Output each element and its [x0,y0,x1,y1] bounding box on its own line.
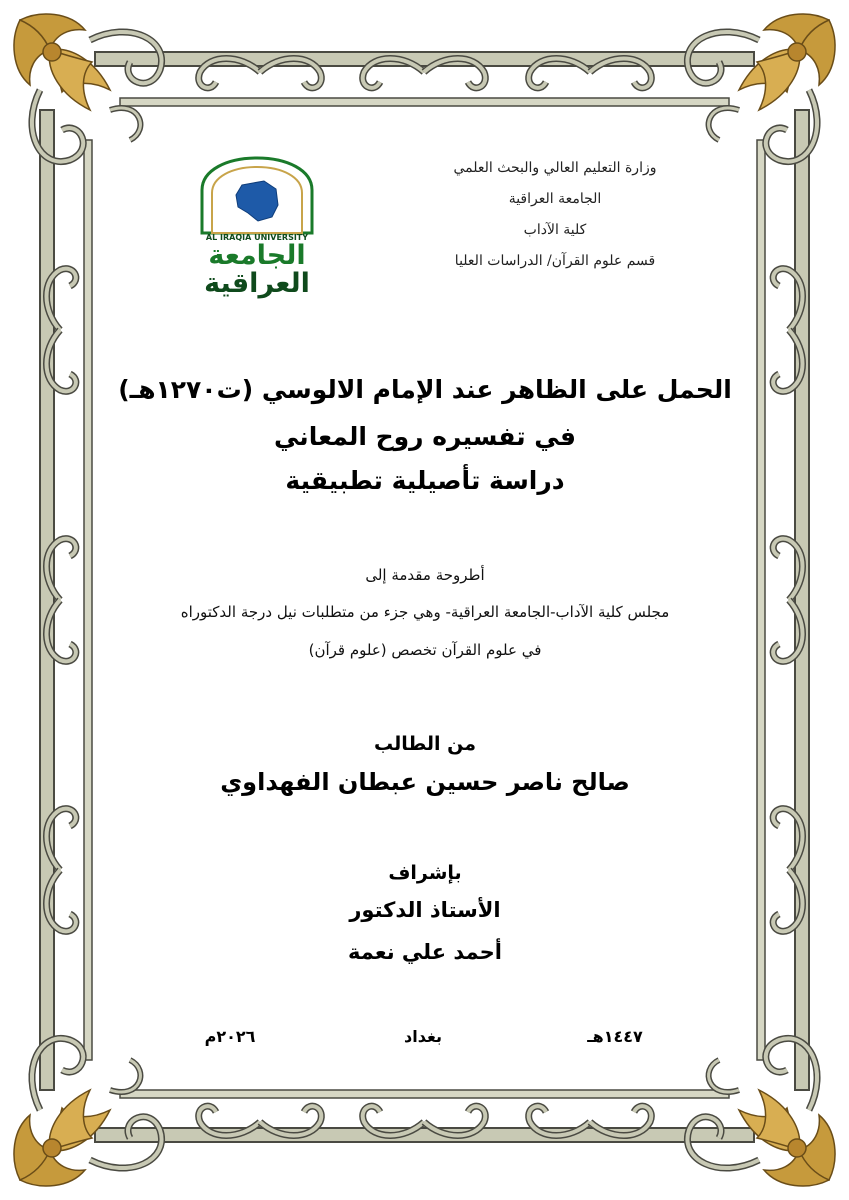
supervisor-name: أحمد علي نعمة [348,940,502,964]
logo-latin-text: AL IRAQIA UNIVERSITY [205,233,309,242]
submission-line3: في علوم القرآن تخصص (علوم قرآن) [308,641,542,659]
footer-gregorian-year: ٢٠٢٦م [204,1027,256,1046]
footer-city: بغداد [404,1027,442,1046]
submission-line2: مجلس كلية الآداب-الجامعة العراقية- وهي جزء من متطلبات نيل درجة الدكتوراه [180,603,670,621]
university-line: الجامعة العراقية [508,191,602,207]
logo-emblem [192,155,322,235]
department-line: قسم علوم القرآن/ الدراسات العليا [454,253,656,269]
logo-arabic-line1: الجامعة [208,240,306,271]
footer-hijri-year: ١٤٤٧هـ [587,1027,643,1046]
thesis-title-line3: دراسة تأصيلية تطبيقية [285,466,565,495]
ministry-line: وزارة التعليم العالي والبحث العلمي [453,160,657,176]
supervision-label: بإشراف [388,862,462,884]
university-logo [192,155,322,300]
student-name: صالح ناصر حسين عبطان الفهداوي [220,768,630,796]
submission-line1: أطروحة مقدمة إلى [365,566,485,584]
thesis-title-line1: الحمل على الظاهر عند الإمام الالوسي (ت١٢٧٠هـ) [118,375,732,404]
supervisor-title: الأستاذ الدكتور [349,898,501,922]
thesis-title-line2: في تفسيره روح المعاني [274,422,576,451]
college-line: كلية الآداب [523,222,587,238]
student-label: من الطالب [373,733,476,755]
logo-arabic-line2: العراقية [204,268,310,299]
